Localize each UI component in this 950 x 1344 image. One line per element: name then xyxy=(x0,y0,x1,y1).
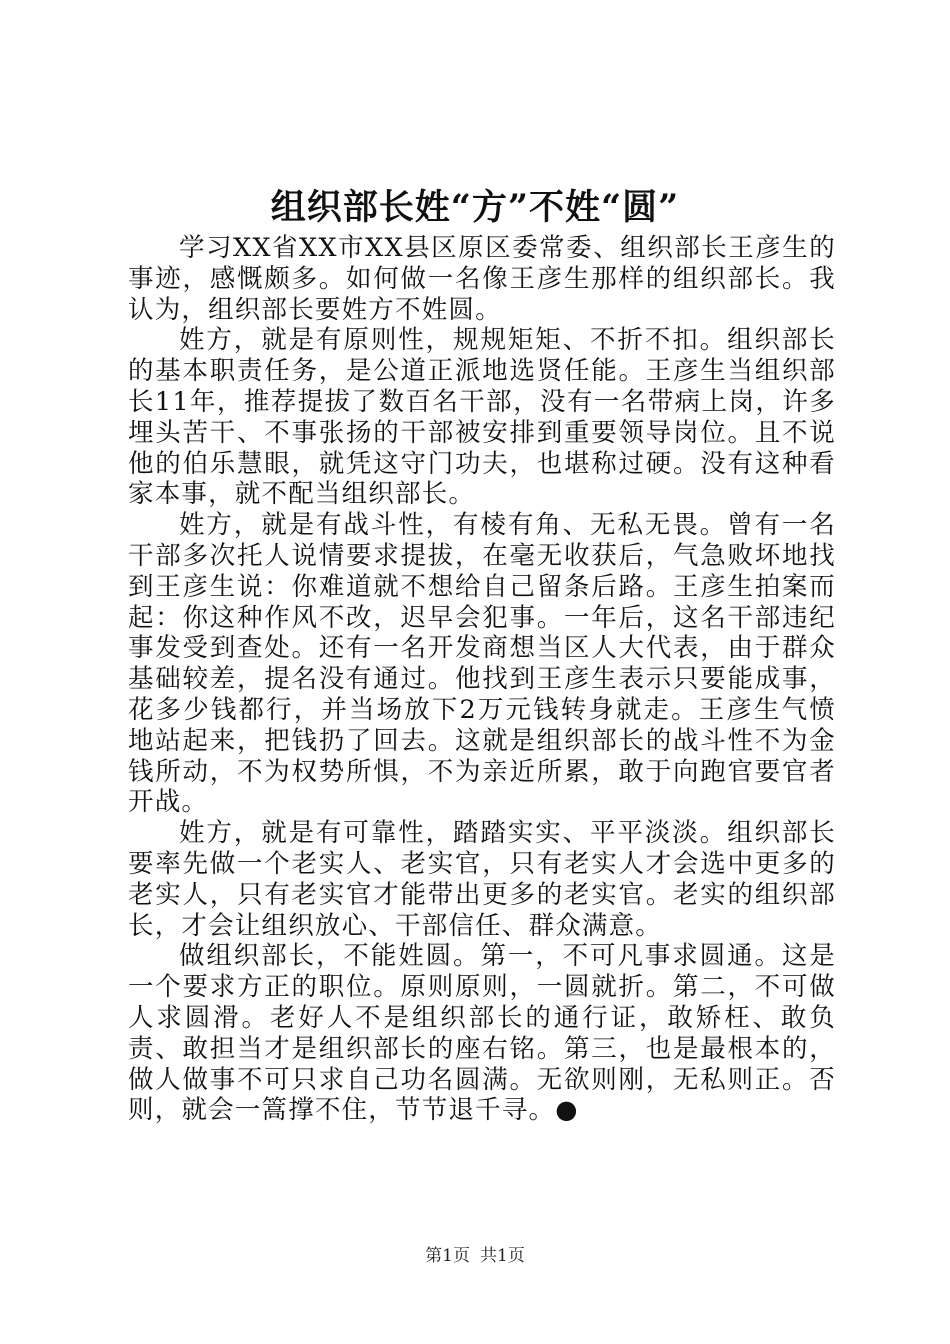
page-total: 共1页 xyxy=(480,1246,525,1266)
paragraph-principle: 姓方，就是有原则性，规规矩矩、不折不扣。组织部长的基本职责任务，是公道正派地选贤任能。王彦生当组织部长11年，推荐提拔了数百名干部，没有一名带病上岗，许多埋头苦干、不事张扬的干部被安排到重要领导岗位。且不说他的伯乐慧眼，就凭这守门功夫，也堪称过硬。没有这种看家本事，就不配当组织部长。 xyxy=(128,325,836,510)
paragraph-intro: 学习XX省XX市XX县区原区委常委、组织部长王彦生的事迹，感慨颇多。如何做一名像王彦生那样的组织部长。我认为，组织部长要姓方不姓圆。 xyxy=(128,233,836,325)
page-number: 第1页 xyxy=(425,1246,470,1266)
page-footer xyxy=(0,1245,950,1267)
document-title: 组织部长姓“方”不姓“圆” xyxy=(270,187,680,228)
paragraph-not-round: 做组织部长，不能姓圆。第一，不可凡事求圆通。这是一个要求方正的职位。原则原则，一圆就折。第二，不可做人求圆滑。老好人不是组织部长的通行证，敢矫枉、敢负责、敢担当才是组织部长的座右铭。第三，也是最根本的，做人做事不可只求自己功名圆满。无欲则刚，无私则正。否则，就会一篙撑不住，节节退千寻。● xyxy=(128,941,836,1126)
document-body xyxy=(128,233,836,1126)
paragraph-reliability: 姓方，就是有可靠性，踏踏实实、平平淡淡。组织部长要率先做一个老实人、老实官，只有老实人才会选中更多的老实人，只有老实官才能带出更多的老实官。老实的组织部长，才会让组织放心、干部信任、群众满意。 xyxy=(128,818,836,941)
paragraph-combativeness: 姓方，就是有战斗性，有棱有角、无私无畏。曾有一名干部多次托人说情要求提拔，在毫无收获后，气急败坏地找到王彦生说：你难道就不想给自己留条后路。王彦生拍案而起：你这种作风不改，迟早会犯事。一年后，这名干部违纪事发受到查处。还有一名开发商想当区人大代表，由于群众基础较差，提名没有通过。他找到王彦生表示只要能成事，花多少钱都行，并当场放下2万元钱转身就走。王彦生气愤地站起来，把钱扔了回去。这就是组织部长的战斗性不为金钱所动，不为权势所惧，不为亲近所累，敢于向跑官要官者开战。 xyxy=(128,510,836,818)
